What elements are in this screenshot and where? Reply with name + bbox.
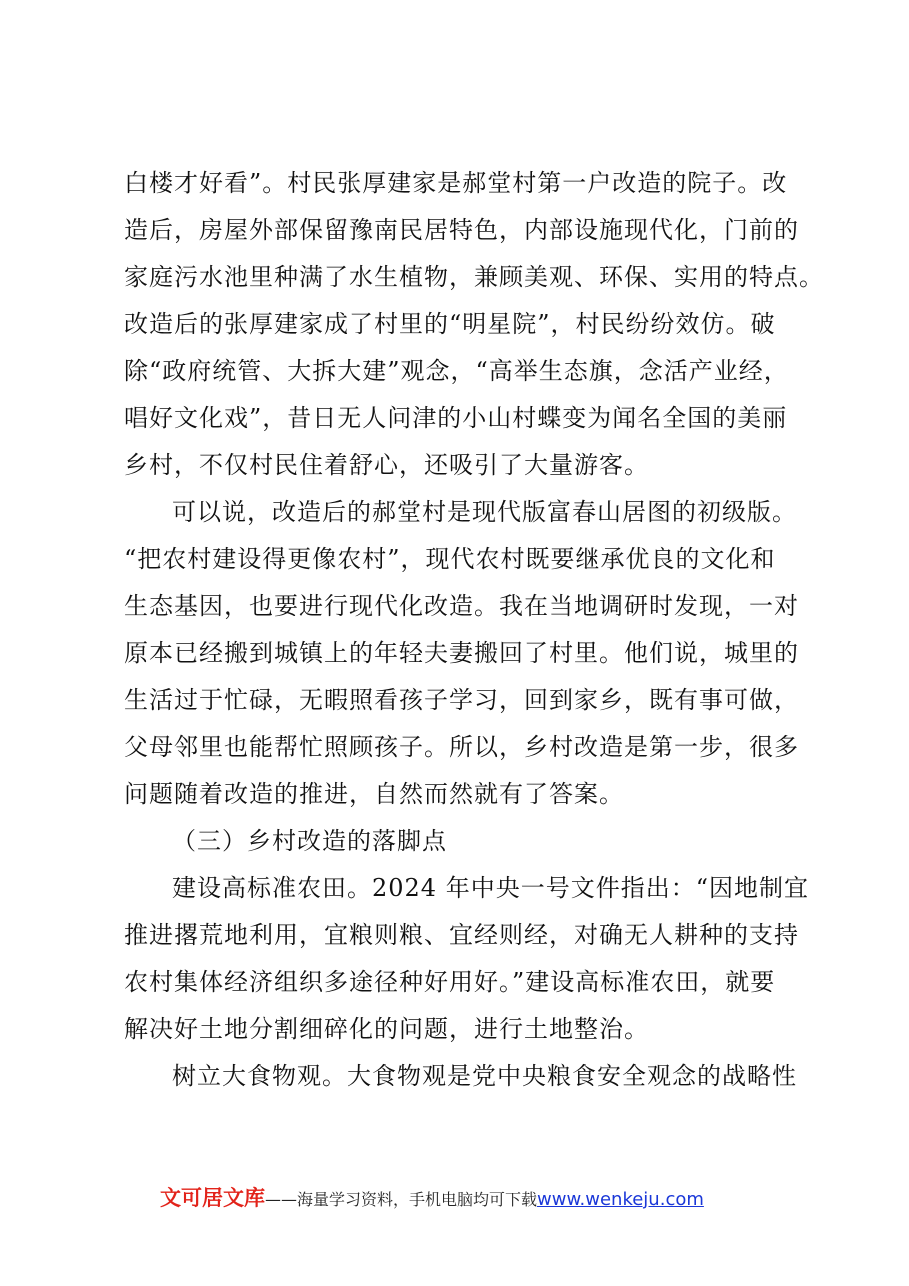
paragraph-4-line-1: 树立大食物观。大食物观是党中央粮食安全观念的战略性 [172,1062,797,1090]
footer-tagline: ——海量学习资料，手机电脑均可下载 [265,1190,538,1209]
paragraph-3-line-2: 推进撂荒地利用，宜粮则粮、宜经则经，对确无人耕种的支持 [124,921,799,949]
paragraph-2-line-3: 生态基因，也要进行现代化改造。我在当地调研时发现，一对 [124,592,799,620]
paragraph-3-line-4: 解决好土地分割细碎化的问题，进行土地整治。 [124,1015,649,1043]
paragraph-1-line-6: 唱好文化戏”，昔日无人问津的小山村蝶变为闻名全国的美丽 [124,404,788,432]
paragraph-2-line-5: 生活过于忙碌，无暇照看孩子学习，回到家乡，既有事可做， [124,686,799,714]
paragraph-1-line-7: 乡村，不仅村民住着舒心，还吸引了大量游客。 [124,451,649,479]
paragraph-1-line-4: 改造后的张厚建家成了村里的“明星院”，村民纷纷效仿。破 [124,310,776,338]
paragraph-1-line-2: 造后，房屋外部保留豫南民居特色，内部设施现代化，门前的 [124,216,799,244]
paragraph-1-line-3: 家庭污水池里种满了水生植物，兼顾美观、环保、实用的特点。 [124,263,824,291]
paragraph-2-line-4: 原本已经搬到城镇上的年轻夫妻搬回了村里。他们说，城里的 [124,639,799,667]
footer-brand: 文可居文库 [160,1186,265,1210]
section-heading: （三）乡村改造的落脚点 [172,827,447,855]
footer-watermark [160,1182,800,1214]
paragraph-2-line-1: 可以说，改造后的郝堂村是现代版富春山居图的初级版。 [172,498,797,526]
footer-link[interactable]: www.wenkeju.com [537,1189,704,1210]
paragraph-2-line-2: “把农村建设得更像农村”，现代农村既要继承优良的文化和 [124,545,776,573]
paragraph-3-line-1: 建设高标准农田。2024 年中央一号文件指出：“因地制宜 [172,874,809,902]
paragraph-1-line-1: 白楼才好看”。村民张厚建家是郝堂村第一户改造的院子。改 [124,169,788,197]
paragraph-1-line-5: 除“政府统管、大拆大建”观念，“高举生态旗，念活产业经， [124,357,789,385]
paragraph-2-line-6: 父母邻里也能帮忙照顾孩子。所以，乡村改造是第一步，很多 [124,733,799,761]
paragraph-2-line-7: 问题随着改造的推进，自然而然就有了答案。 [124,780,624,808]
paragraph-3-line-3: 农村集体经济组织多途径种好用好。”建设高标准农田，就要 [124,968,776,996]
